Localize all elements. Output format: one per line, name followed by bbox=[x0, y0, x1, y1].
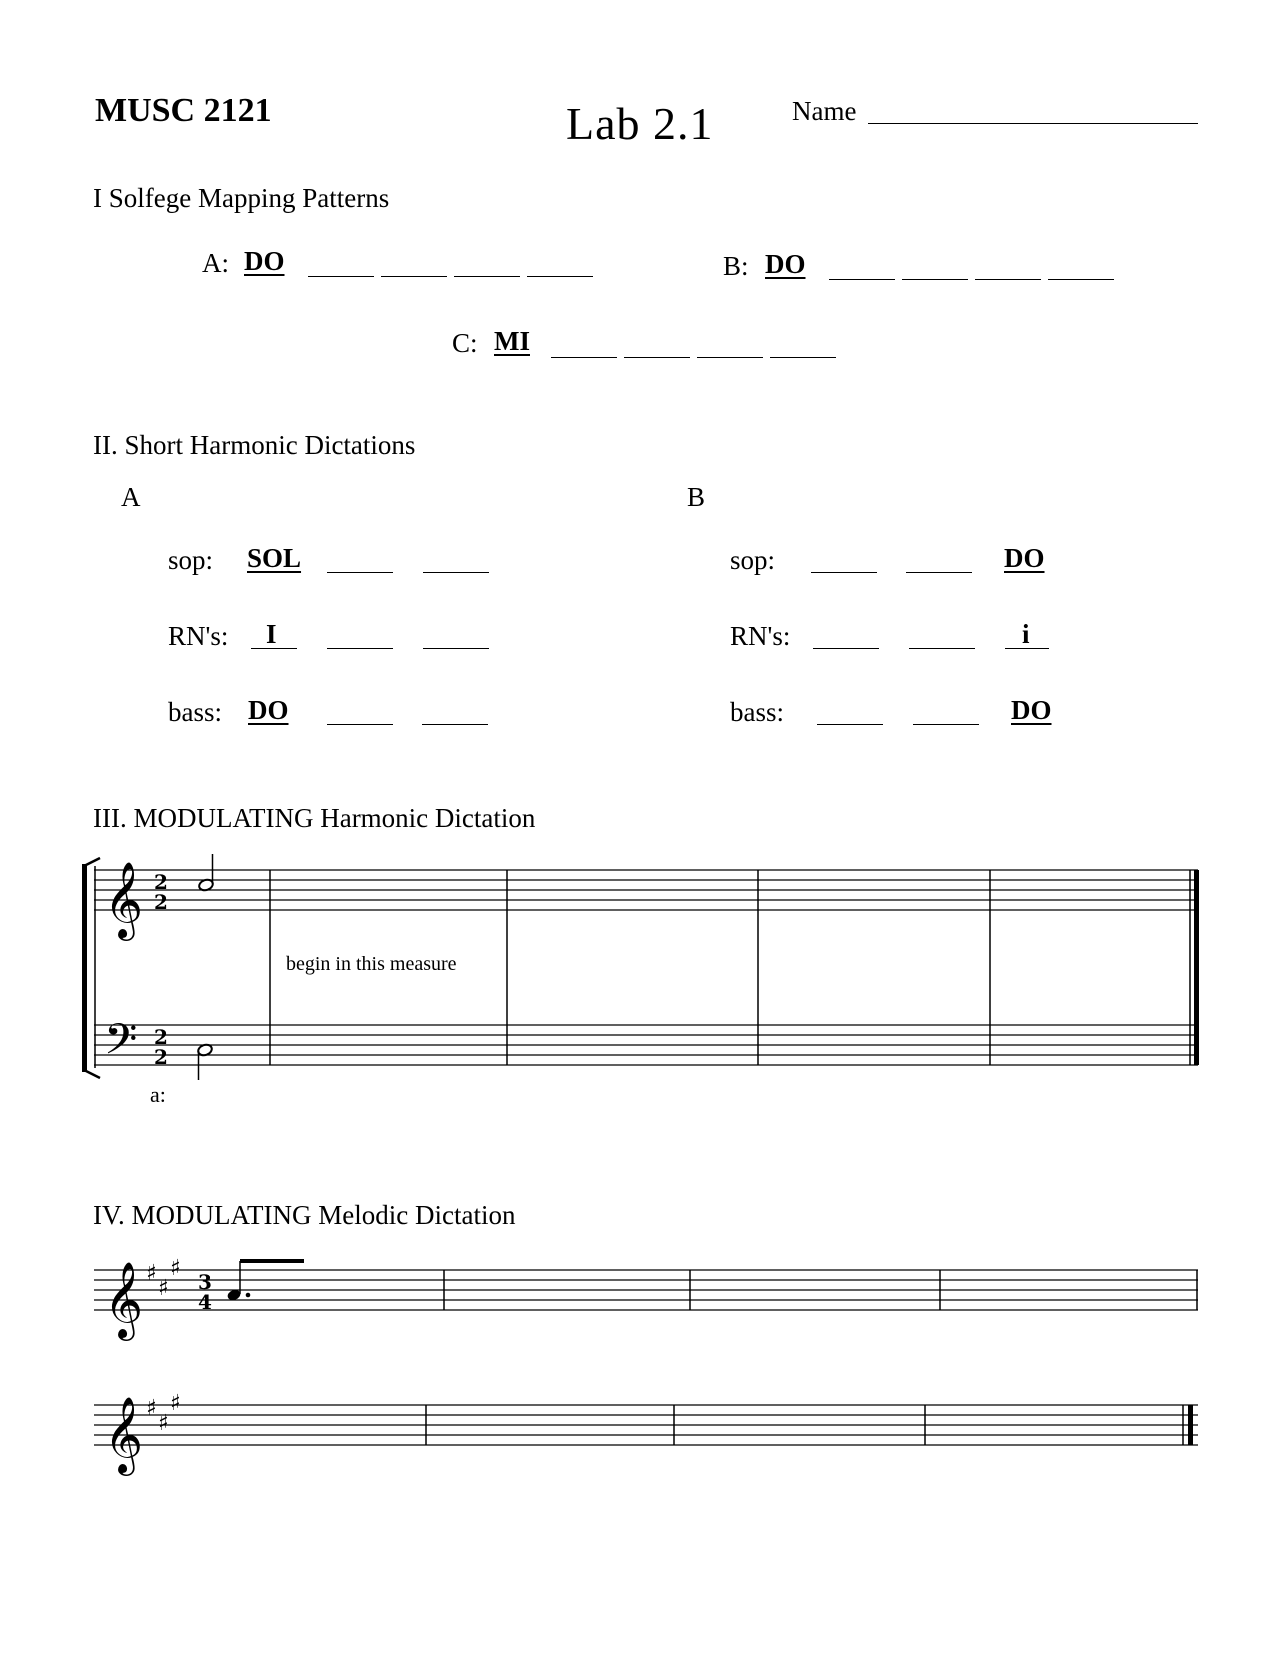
part-b-sop-given: DO bbox=[1004, 543, 1045, 573]
key-signature-sharps bbox=[146, 1391, 181, 1436]
pattern-c-label: C: bbox=[452, 328, 478, 358]
part-a-bass-label: bass: bbox=[168, 697, 222, 727]
treble-clef-icon: 𝄞 bbox=[104, 1261, 144, 1338]
part-a-label: A bbox=[121, 482, 141, 512]
part-b-label: B bbox=[687, 482, 706, 512]
pattern-b-start: DO bbox=[765, 249, 806, 279]
treble-time-sig-top: 2 bbox=[154, 870, 168, 894]
key-label: a: bbox=[150, 1082, 166, 1107]
melody-staff-1 bbox=[94, 1270, 1198, 1310]
treble-clef-icon: 𝄞 bbox=[104, 861, 144, 938]
svg-text:♯: ♯ bbox=[170, 1391, 181, 1416]
part-b-rn-label: RN's: bbox=[730, 621, 791, 651]
part-a-bass-given: DO bbox=[248, 695, 289, 725]
svg-text:♯: ♯ bbox=[170, 1256, 181, 1281]
section-4-heading: IV. MODULATING Melodic Dictation bbox=[93, 1200, 516, 1230]
svg-text:♯: ♯ bbox=[146, 1261, 157, 1286]
part-a-sop-label: sop: bbox=[168, 545, 214, 575]
bass-time-sig-top: 2 bbox=[154, 1025, 168, 1049]
part-a-sop-given: SOL bbox=[247, 543, 302, 573]
name-label: Name bbox=[792, 96, 857, 126]
section-1-heading: I Solfege Mapping Patterns bbox=[93, 183, 390, 213]
melody-time-sig-bottom: 4 bbox=[198, 1290, 212, 1314]
bass-time-sig-bottom: 2 bbox=[154, 1045, 168, 1069]
part-b-sop-label: sop: bbox=[730, 545, 776, 575]
melody-staff-2 bbox=[94, 1405, 1198, 1445]
svg-text:♯: ♯ bbox=[158, 1276, 169, 1301]
key-signature-sharps bbox=[146, 1256, 181, 1301]
page-title: Lab 2.1 bbox=[566, 98, 714, 149]
svg-text:♯: ♯ bbox=[158, 1411, 169, 1436]
pattern-a-start: DO bbox=[244, 246, 285, 276]
measure-instruction: begin in this measure bbox=[286, 953, 457, 975]
section-3-heading: III. MODULATING Harmonic Dictation bbox=[93, 803, 536, 833]
bass-clef-icon: 𝄢 bbox=[104, 1015, 138, 1075]
pattern-c-start: MI bbox=[494, 326, 530, 356]
treble-clef-icon: 𝄞 bbox=[104, 1396, 144, 1473]
melody-time-sig-top: 3 bbox=[198, 1270, 212, 1294]
section-2-heading: II. Short Harmonic Dictations bbox=[93, 430, 416, 460]
part-b-rn-given: i bbox=[1022, 619, 1030, 649]
treble-time-sig-bottom: 2 bbox=[154, 890, 168, 914]
part-b-bass-label: bass: bbox=[730, 697, 784, 727]
pattern-b-label: B: bbox=[723, 251, 749, 281]
svg-text:♯: ♯ bbox=[146, 1396, 157, 1421]
part-a-rn-given: I bbox=[266, 619, 277, 649]
pattern-a-label: A: bbox=[202, 248, 229, 278]
part-b-bass-given: DO bbox=[1011, 695, 1052, 725]
final-barline bbox=[1188, 1405, 1193, 1445]
course-number: MUSC 2121 bbox=[95, 92, 272, 129]
part-a-rn-label: RN's: bbox=[168, 621, 229, 651]
